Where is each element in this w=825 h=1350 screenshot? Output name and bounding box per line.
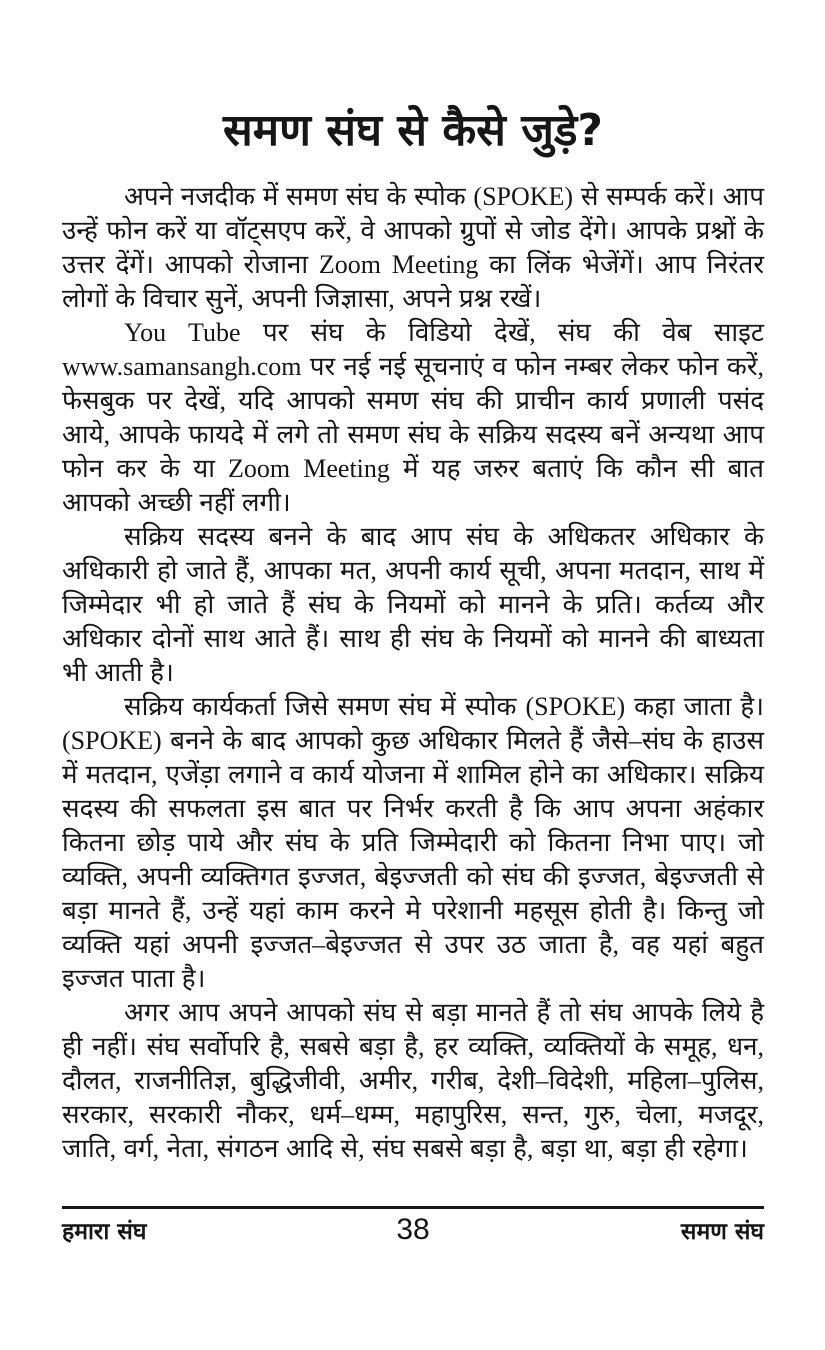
- footer-right-label: समण संघ: [680, 1219, 764, 1245]
- page-title: समण संघ से कैसे जुड़े?: [223, 105, 603, 156]
- body-paragraph: सक्रिय सदस्य बनने के बाद आप संघ के अधिकतर अधिकार के अधिकारी हो जाते हैं, आपका मत, अपनी कार्य सूची, अपना मतदान, साथ में जिम्मेदार भी हो जाते हैं संघ के नियमों को मानने के प्रति। कर्तव्य और अधिकार दोनों साथ आते हैं। साथ ही संघ के नियमों को मानने की बाध्यता भी आती है।: [62, 522, 764, 687]
- body-paragraph: You Tube पर संघ के विडियो देखें, संघ की वेब साइट www.samansangh.com पर नई नई सूचनाएं व फोन नम्बर लेकर फोन करें, फेसबुक पर देखें, यदि आपको समण संघ की प्राचीन कार्य प्रणाली पसंद आये, आपके फायदे में लगे तो समण संघ के सक्रिय सदस्य बनें अन्यथा आप फोन कर के या Zoom Meeting में यह जरुर बताएं कि कौन सी बात आपको अच्छी नहीं लगी।: [62, 318, 764, 517]
- footer-row: [62, 1213, 764, 1247]
- page-number: 38: [396, 1213, 430, 1246]
- footer-left-label: हमारा संघ: [62, 1219, 147, 1245]
- body-paragraph: अगर आप अपने आपको संघ से बड़ा मानते हैं तो संघ आपके लिये है ही नहीं। संघ सर्वोपरि है, सबसे बड़ा है, हर व्यक्ति, व्यक्तियों के समूह, धन, दौलत, राजनीतिज्ञ, बुद्धिजीवी, अमीर, गरीब, देशी–विदेशी, महिला–पुलिस, सरकार, सरकारी नौकर, धर्म–धम्म, महापुरिस, सन्त, गुरु, चेला, मजदूर, जाति, वर्ग, नेता, संगठन आदि से, संघ सबसे बड़ा है, बड़ा था, बड़ा ही रहेगा।: [62, 998, 764, 1163]
- body-text: [62, 180, 764, 1166]
- footer: [62, 1206, 764, 1247]
- body-paragraph: सक्रिय कार्यकर्ता जिसे समण संघ में स्पोक (SPOKE) कहा जाता है। (SPOKE) बनने के बाद आपको कुछ अधिकार मिलते हैं जैसे–संघ के हाउस में मतदान, एजेंड़ा लगाने व कार्य योजना में शामिल होने का अधिकार। सक्रिय सदस्य की सफलता इस बात पर निर्भर करती है कि आप अपना अहंकार कितना छोड़ पाये और संघ के प्रति जिम्मेदारी को कितना निभा पाए। जो व्यक्ति, अपनी व्यक्तिगत इज्जत, बेइज्जती को संघ की इज्जत, बेइज्जती से बड़ा मानते हैं, उन्हें यहां काम करने मे परेशानी महसूस होती है। किन्तु जो व्यक्ति यहां अपनी इज्जत–बेइज्जत से उपर उठ जाता है, वह यहां बहुत इज्जत पाता है।: [62, 692, 764, 993]
- body-paragraph: अपने नजदीक में समण संघ के स्पोक (SPOKE) से सम्पर्क करें। आप उन्हें फोन करें या वॉट्सएप करें, वे आपको ग्रुपों से जोड देंगे। आपके प्रश्नों के उत्तर देंगें। आपको रोजाना Zoom Meeting का लिंक भेजेंगें। आप निरंतर लोगों के विचार सुनें, अपनी जिज्ञासा, अपने प्रश्न रखें।: [62, 182, 764, 313]
